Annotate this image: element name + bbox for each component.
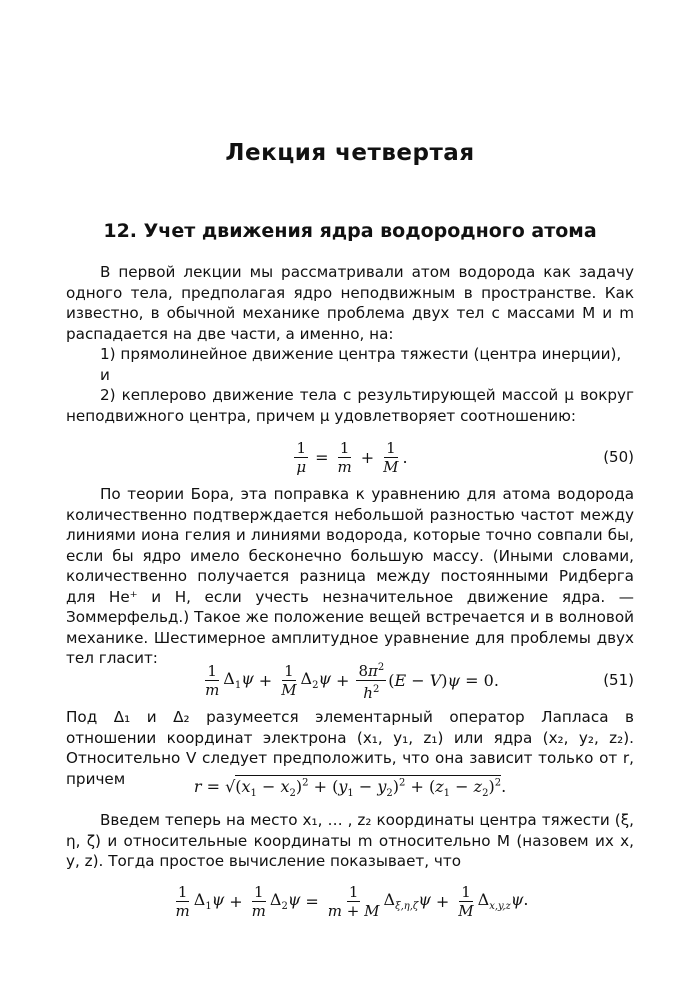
equation-50 [66,432,634,482]
paragraph-coordinates: Введем теперь на место x₁, … , z₂ координаты центра тяжести (ξ, η, ζ) и относительные координаты m относительно M (назовем их x, y, z). Тогда простое вычисление показывает, что [66,811,634,870]
paragraph-intro: В первой лекции мы рассматривали атом водорода как задачу одного тела, предполагая ядро неподвижным в пространстве. Как известно, в обычной механике проблема двух тел с массами M и m распадается на две части, а именно, на: [66,263,634,343]
list-item-2: 2) кеплерово движение тела с результирующей массой μ вокруг неподвижного центра, причем μ удовлетворяет соотношению: [66,386,634,425]
list-item-1: 1) прямолинейное движение центра тяжести (центра инерции), [100,345,622,363]
equation-r-formula: $r = √(x_1 - x_2)^2 + (y_1 - y_2)^2 + (z_1 - z_2)^2$. [193,776,507,800]
paragraph-bohr: По теории Бора, эта поправка к уравнению для атома водорода количественно подтверждается небольшой разностью частот между линиями иона гелия и линиями водорода, которые точно совпали бы, если бы ядро имело бесконечно большую массу. (Иными словами, количественно получается разница между постоянными Ридберга для He⁺ и H, если учесть незначительное движение ядра. — Зоммерфельд.) Такое же положение вещей встречается и в волновой механике. Шестимерное амплитудное уравнение для проблемы двух тел гласит: [66,485,634,667]
equation-50-number: (50) [603,448,634,466]
equation-50-formula: $\frac{1}{\mu}$ = $\frac{1}{m}$ + $\frac{1}{M}$ . [296,438,408,476]
text-block-1 [66,262,634,426]
paragraph-laplace: Под Δ₁ и Δ₂ разумеется элементарный оператор Лапласа в отношении координат электрона (x₁, y₁, z₁) или ядра (x₂, y₂, z₂). Относительно V следует предположить, что она зависит только от r, причем [66,708,634,788]
equation-51-formula: $\frac{1}{m}$ $\Delta_1\psi$ + $\frac{1}{M}$ $\Delta_2\psi$ + $\frac{8\pi^2}{h^2}$ (E − V)ψ = 0. [66,655,634,705]
equation-51 [66,655,634,705]
equation-r [66,770,634,806]
equation-51-number: (51) [603,671,634,689]
text-block-2 [66,484,634,669]
page [66,0,634,1000]
equation-transform-formula: $\frac{1}{m}$ $\Delta_1\psi$ + $\frac{1}{m}$ $\Delta_2\psi$ = $\frac{1}{m + M}$ $\Delta_{\xi,\eta,\zeta}\psi$ + $\frac{1}{M}$ $\Delta_{x,y,z}\psi$. [175,882,529,920]
lecture-title: Лекция четвертая [225,140,475,166]
section-title: 12. Учет движения ядра водородного атома [103,220,597,242]
list-conjunction: и [100,365,110,384]
equation-transform [66,876,634,926]
text-block-4 [66,810,634,872]
